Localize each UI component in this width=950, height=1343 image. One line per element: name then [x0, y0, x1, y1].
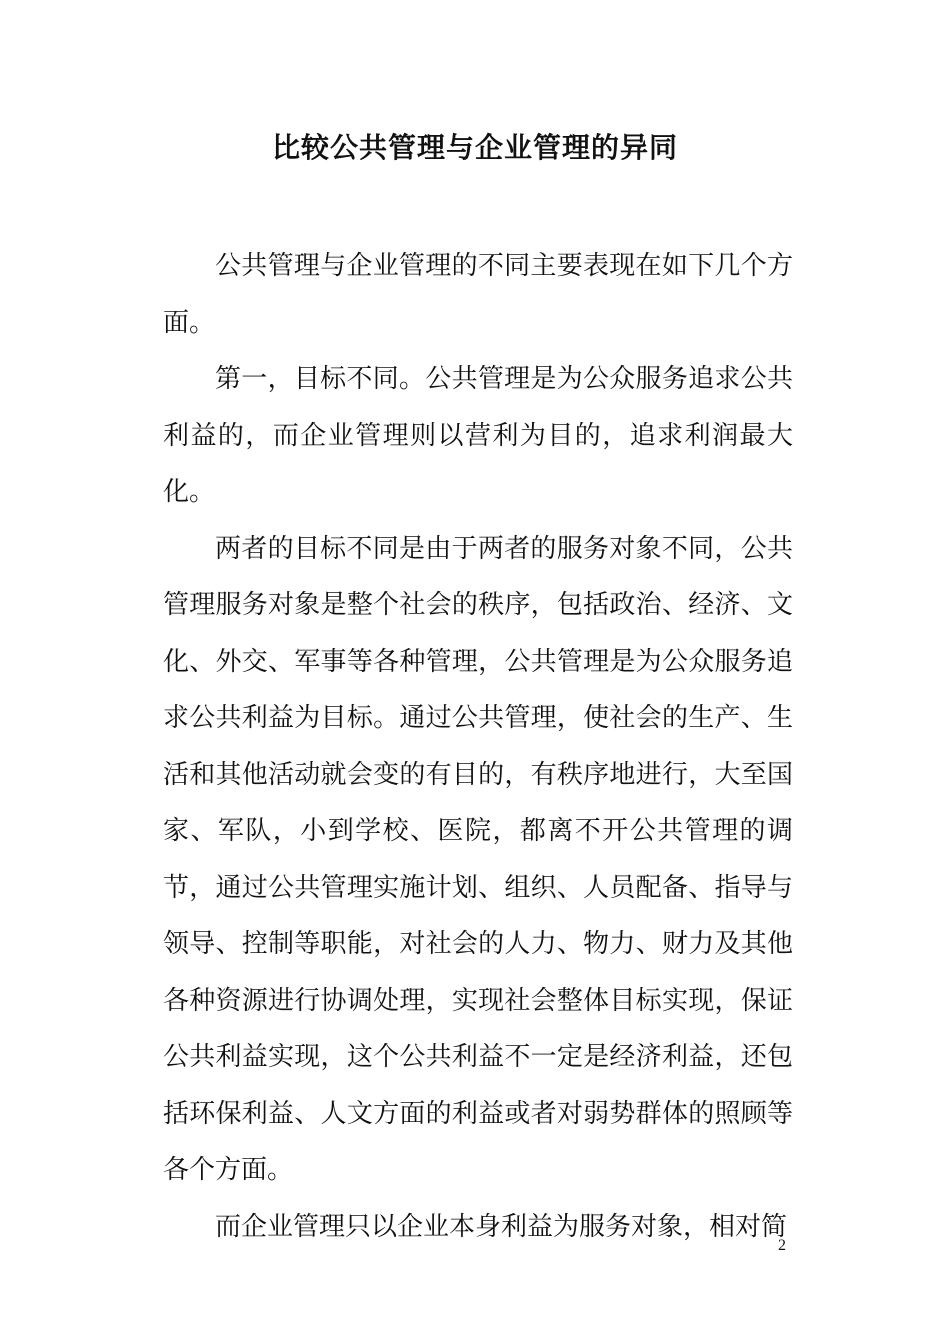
document-body [163, 238, 793, 1255]
paragraph-service-objects: 两者的目标不同是由于两者的服务对象不同，公共管理服务对象是整个社会的秩序，包括政治、经济、文化、外交、军事等各种管理，公共管理是为公众服务追求公共利益为目标。通过公共管理，使社会的生产、生活和其他活动就会变的有目的，有秩序地进行，大至国家、军队，小到学校、医院，都离不开公共管理的调节，通过公共管理实施计划、组织、人员配备、指导与领导、控制等职能，对社会的人力、物力、财力及其他各种资源进行协调处理，实现社会整体目标实现，保证公共利益实现，这个公共利益不一定是经济利益，还包括环保利益、人文方面的利益或者对弱势群体的照顾等各个方面。 [163, 533, 793, 1185]
document-title: 比较公共管理与企业管理的异同 [271, 131, 678, 164]
paragraph-intro: 公共管理与企业管理的不同主要表现在如下几个方面。 [163, 251, 793, 338]
page-number: 2 [778, 1237, 786, 1254]
paragraph-enterprise: 而企业管理只以企业本身利益为服务对象，相对简 [215, 1211, 788, 1242]
paragraph-first-point: 第一，目标不同。公共管理是为公众服务追求公共利益的，而企业管理则以营利为目的，追求利润最大化。 [163, 364, 793, 507]
